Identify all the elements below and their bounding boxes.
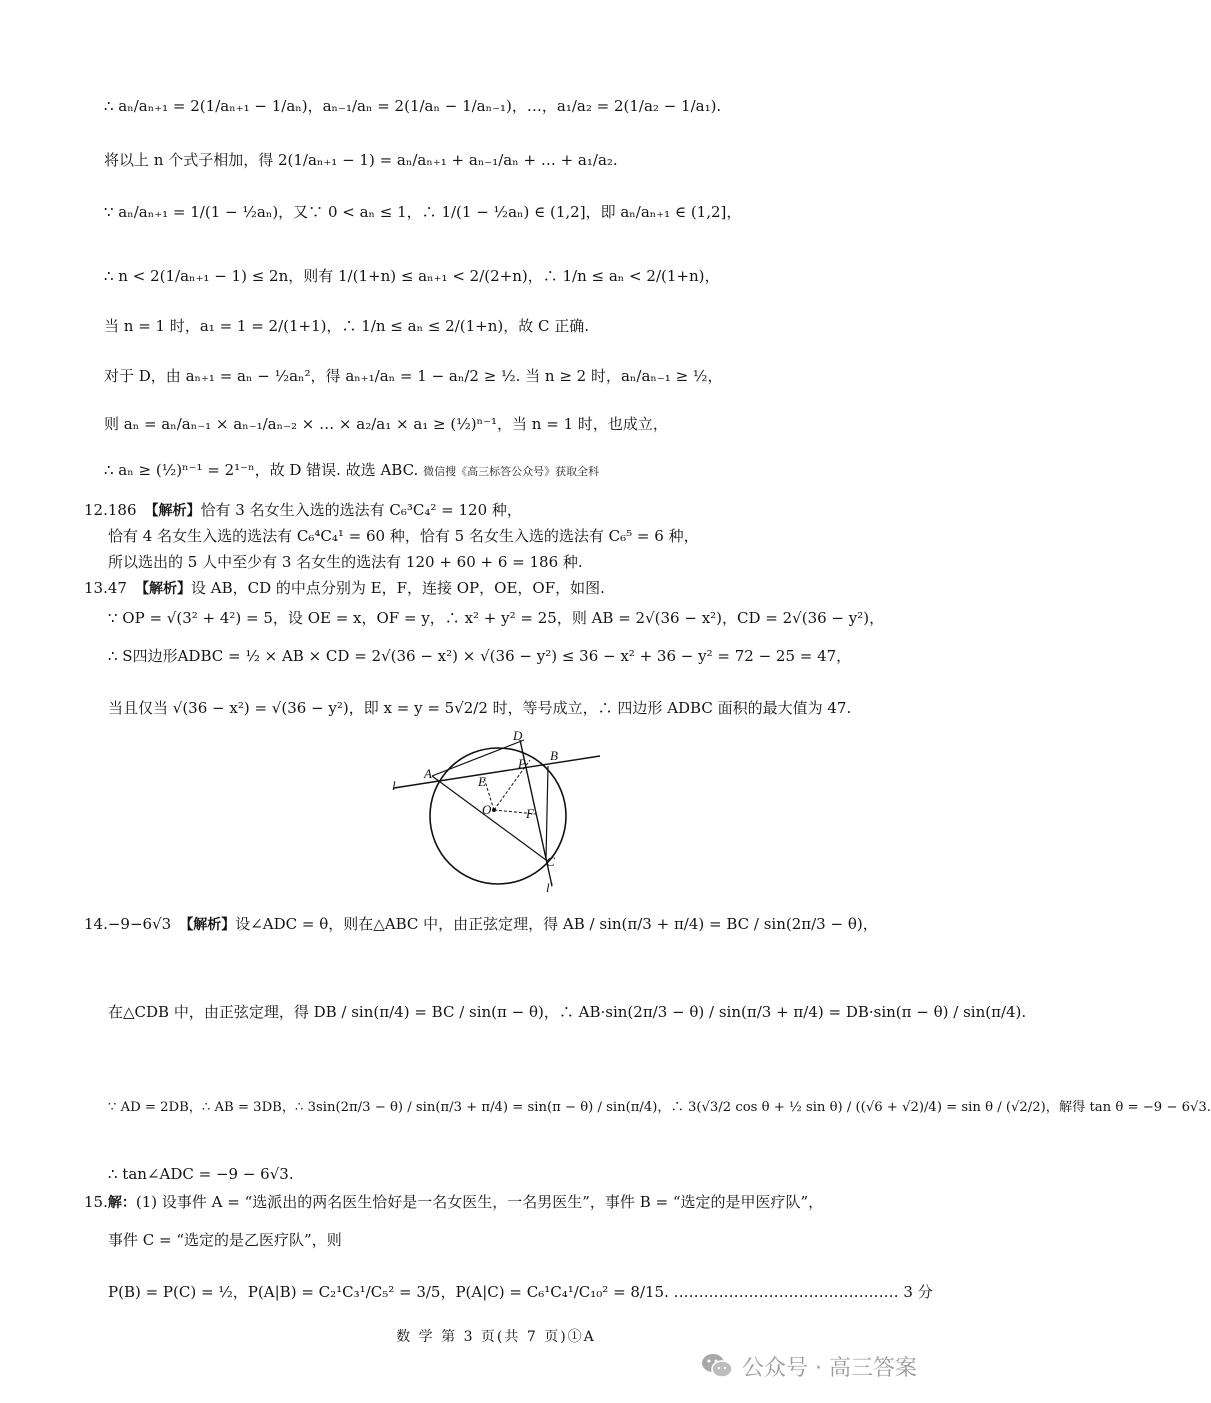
label-F: F xyxy=(526,806,534,821)
question-number: 12.186 xyxy=(84,501,137,519)
label-l-prime: l′ xyxy=(546,880,553,895)
solution-line: 当 n = 1 时，a₁ = 1 = 2/(1+1)，∴ 1/n ≤ aₙ ≤ 2/(1+n)，故 C 正确. xyxy=(104,317,590,335)
page-footer: 数 学 第 3 页(共 7 页)①A xyxy=(396,1329,596,1345)
solution-line: ∴ aₙ ≥ (½)ⁿ⁻¹ = 2¹⁻ⁿ，故 D 错误. 故选 ABC. 微信搜《高三标答公众号》获取全科 xyxy=(104,461,600,479)
question-number: 15. xyxy=(84,1193,108,1211)
label-A: A xyxy=(424,766,432,781)
solution-line: ∵ OP = √(3² + 4²) = 5，设 OE = x，OF = y，∴ x² + y² = 25，则 AB = 2√(36 − x²)，CD = 2√(36 − y²)， xyxy=(108,609,885,627)
analysis-tag: 【解析】 xyxy=(186,917,236,933)
solution-line: 事件 C = “选定的是乙医疗队”，则 xyxy=(108,1231,342,1249)
solution-line: 对于 D，由 aₙ₊₁ = aₙ − ½aₙ²，得 aₙ₊₁/aₙ = 1 − aₙ/2 ≥ ½. 当 n ≥ 2 时，aₙ/aₙ₋₁ ≥ ½， xyxy=(104,367,723,385)
solution-line: 将以上 n 个式子相加，得 2(1/aₙ₊₁ − 1) = aₙ/aₙ₊₁ + aₙ₋₁/aₙ + … + a₁/a₂. xyxy=(104,151,618,169)
label-l: l xyxy=(392,778,396,793)
analysis-tag: 【解析】 xyxy=(151,503,201,519)
solution-line: ∴ tan∠ADC = −9 − 6√3. xyxy=(108,1165,294,1183)
watermark xyxy=(700,1348,968,1384)
question-12-line: 12.186 【解析】恰有 3 名女生入选的选法有 C₆³C₄² = 120 种， xyxy=(84,501,522,519)
label-O: O xyxy=(482,802,492,817)
label-C: C xyxy=(546,854,555,869)
promo-note: 微信搜《高三标答公众号》获取全科 xyxy=(423,465,600,478)
center-dot xyxy=(492,808,496,812)
solution-line: ∵ aₙ/aₙ₊₁ = 1/(1 − ½aₙ)，又∵ 0 < aₙ ≤ 1，∴ 1/(1 − ½aₙ) ∈ (1,2]，即 aₙ/aₙ₊₁ ∈ (1,2]， xyxy=(104,203,742,221)
watermark-text: 公众号 · 高三答案 xyxy=(742,1355,917,1381)
question-number: 14.−9−6√3 xyxy=(84,915,172,933)
geometry-svg xyxy=(380,726,620,898)
question-14-line: 14.−9−6√3 【解析】设∠ADC = θ，则在△ABC 中，由正弦定理，得 AB / sin(π/3 + π/4) = BC / sin(2π/3 − θ)， xyxy=(84,915,878,933)
wechat-icon xyxy=(700,1351,734,1381)
solution-line: ∴ n < 2(1/aₙ₊₁ − 1) ≤ 2n，则有 1/(1+n) ≤ aₙ₊₁ < 2/(2+n)，∴ 1/n ≤ aₙ < 2/(1+n)， xyxy=(104,267,720,285)
question-number: 13.47 xyxy=(84,579,127,597)
solution-line: 所以选出的 5 人中至少有 3 名女生的选法有 120 + 60 + 6 = 186 种. xyxy=(108,553,583,571)
solution-line: ∴ S四边形ADBC = ½ × AB × CD = 2√(36 − x²) × √(36 − y²) ≤ 36 − x² + 36 − y² = 72 − 25 = 47， xyxy=(108,647,852,665)
question-13-line: 13.47 【解析】设 AB，CD 的中点分别为 E，F，连接 OP，OE，OF，如图. xyxy=(84,579,605,597)
solution-line: P(B) = P(C) = ½，P(A|B) = C₂¹C₃¹/C₅² = 3/5，P(A|C) = C₆¹C₄¹/C₁₀² = 8/15. ……………………………………… 3 分 xyxy=(108,1283,933,1301)
solution-line: 当且仅当 √(36 − x²) = √(36 − y²)，即 x = y = 5√2/2 时，等号成立，∴ 四边形 ADBC 面积的最大值为 47. xyxy=(108,699,852,717)
solution-line: 在△CDB 中，由正弦定理，得 DB / sin(π/4) = BC / sin(π − θ)，∴ AB·sin(2π/3 − θ) / sin(π/3 + π/4) = DB·sin(π − θ) / sin(π/4). xyxy=(108,1003,1027,1021)
solution-line: ∴ aₙ/aₙ₊₁ = 2(1/aₙ₊₁ − 1/aₙ)，aₙ₋₁/aₙ = 2(1/aₙ − 1/aₙ₋₁)，…，a₁/a₂ = 2(1/a₂ − 1/a₁). xyxy=(104,97,722,115)
label-P: P xyxy=(518,756,526,771)
label-D: D xyxy=(513,728,523,743)
analysis-tag: 【解析】 xyxy=(141,581,191,597)
solution-tag: 解： xyxy=(107,1195,136,1211)
solution-line: 恰有 4 名女生入选的选法有 C₆⁴C₄¹ = 60 种，恰有 5 名女生入选的选法有 C₆⁵ = 6 种， xyxy=(108,527,699,545)
question-15-line: 15.解：(1) 设事件 A = “选派出的两名医生恰好是一名女医生，一名男医生”，事件 B = “选定的是甲医疗队”， xyxy=(84,1193,824,1211)
segment-BC xyxy=(546,766,548,860)
circle-geometry-figure xyxy=(380,726,620,898)
label-E: E xyxy=(478,774,486,789)
solution-line: ∵ AD = 2DB，∴ AB = 3DB，∴ 3sin(2π/3 − θ) / sin(π/3 + π/4) = sin(π − θ) / sin(π/4)，∴ 3(√3/2 cos θ + ½ sin θ) / ((√6 + √2)/4) = sin θ / (√2/2)，解得 tan θ = −9 − 6√3. xyxy=(108,1100,1211,1115)
solution-line: 则 aₙ = aₙ/aₙ₋₁ × aₙ₋₁/aₙ₋₂ × … × a₂/a₁ × a₁ ≥ (½)ⁿ⁻¹，当 n = 1 时，也成立， xyxy=(104,415,668,433)
label-B: B xyxy=(550,748,558,763)
